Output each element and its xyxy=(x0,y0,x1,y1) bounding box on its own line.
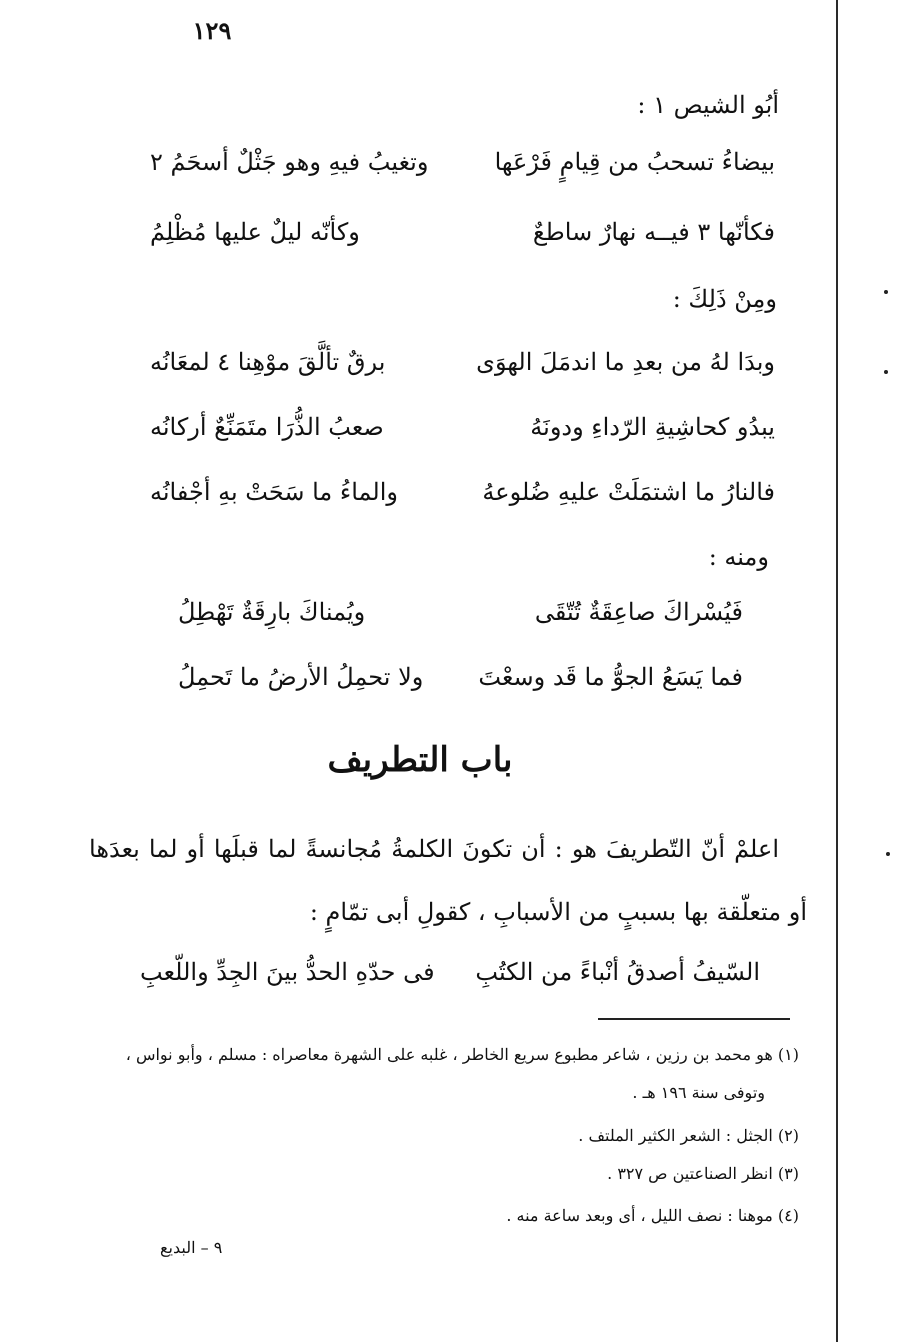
verse-line xyxy=(150,215,775,249)
verse-hemistich-left: وكأنّه ليلٌ عليها مُظْلِمُ xyxy=(150,218,360,246)
verse-hemistich-right: فكأنّها ٣ فيــه نهارٌ ساطعٌ xyxy=(532,218,775,246)
verse-hemistich-right: بيضاءُ تسحبُ من قِيامٍ فَرْعَها xyxy=(494,148,775,176)
verse-hemistich-right: فما يَسَعُ الجوُّ ما قَد وسعْتَ xyxy=(478,663,743,691)
verse-hemistich-right: فالنارُ ما اشتمَلَتْ عليهِ ضُلوعهُ xyxy=(482,478,775,506)
verse-hemistich-right: يبدُو كحاشِيةِ الرّداءِ ودونَهُ xyxy=(530,413,775,441)
verse-line xyxy=(140,955,760,989)
verse-hemistich-left: فى حدّهِ الحدُّ بينَ الجِدِّ واللّعبِ xyxy=(140,958,435,986)
scan-speck xyxy=(884,370,888,374)
footnote: (٢) الجثل : الشعر الكثير الملتف . xyxy=(578,1126,799,1145)
scan-speck xyxy=(884,290,888,294)
verse-hemistich-right: فَيُسْراكَ صاعِقَةٌ تُتّقَى xyxy=(534,598,743,626)
page-number: ١٢٩ xyxy=(192,16,232,45)
body-line: أو متعلّقة بها بسببٍ من الأسبابِ ، كقولِ أبى تمّامٍ : xyxy=(309,898,807,926)
footnote-separator xyxy=(598,1018,790,1020)
signature-mark: ٩ – البديع xyxy=(160,1238,223,1257)
verse-hemistich-right: السّيفُ أصدقُ أنْباءً من الكتُبِ xyxy=(475,958,760,986)
footnote: (٣) انظر الصناعتين ص ٣٢٧ . xyxy=(607,1164,799,1183)
scan-speck xyxy=(886,852,890,856)
verse-line xyxy=(150,410,775,444)
verse-line xyxy=(178,595,743,629)
binding-margin-rule xyxy=(836,0,838,1342)
verse-hemistich-right: وبدَا لهُ من بعدِ ما اندمَلَ الهوَى xyxy=(476,348,775,376)
verse-line xyxy=(150,345,775,379)
footnote: وتوفى سنة ١٩٦ هـ . xyxy=(632,1083,765,1102)
verse-hemistich-left: والماءُ ما سَحَتْ بهِ أجْفانُه xyxy=(150,478,398,506)
section-title: باب التطريف xyxy=(327,740,513,780)
footnote: (١) هو محمد بن رزين ، شاعر مطبوع سريع الخاطر ، غلبه على الشهرة معاصراه : مسلم ، وأبو نواس ، xyxy=(125,1045,799,1064)
poet-attribution: أبُو الشيص ١ : xyxy=(637,91,779,119)
intro-line: ومنه : xyxy=(708,543,769,571)
verse-line xyxy=(178,660,743,694)
verse-line xyxy=(150,475,775,509)
verse-line xyxy=(150,145,775,179)
footnote: (٤) موهنا : نصف الليل ، أى وبعد ساعة منه . xyxy=(506,1206,799,1225)
verse-hemistich-left: وتغيبُ فيهِ وهو جَثْلٌ أسحَمُ ٢ xyxy=(150,148,429,176)
verse-hemistich-left: ويُمناكَ بارِقَةٌ تَهْطِلُ xyxy=(178,598,366,626)
verse-hemistich-left: برقٌ تألَّقَ موْهِنا ٤ لمعَانُه xyxy=(150,348,386,376)
verse-hemistich-left: صعبُ الذُّرَا متَمَنِّعٌ أركانُه xyxy=(150,413,384,441)
verse-hemistich-left: ولا تحمِلُ الأرضُ ما تَحمِلُ xyxy=(178,663,424,691)
body-line: اعلمْ أنّ التّطريفَ هو : أن تكونَ الكلمةُ مُجانسةً لما قبلَها أو لما بعدَها xyxy=(89,835,779,863)
intro-line: ومِنْ ذَلِكَ : xyxy=(672,285,777,313)
